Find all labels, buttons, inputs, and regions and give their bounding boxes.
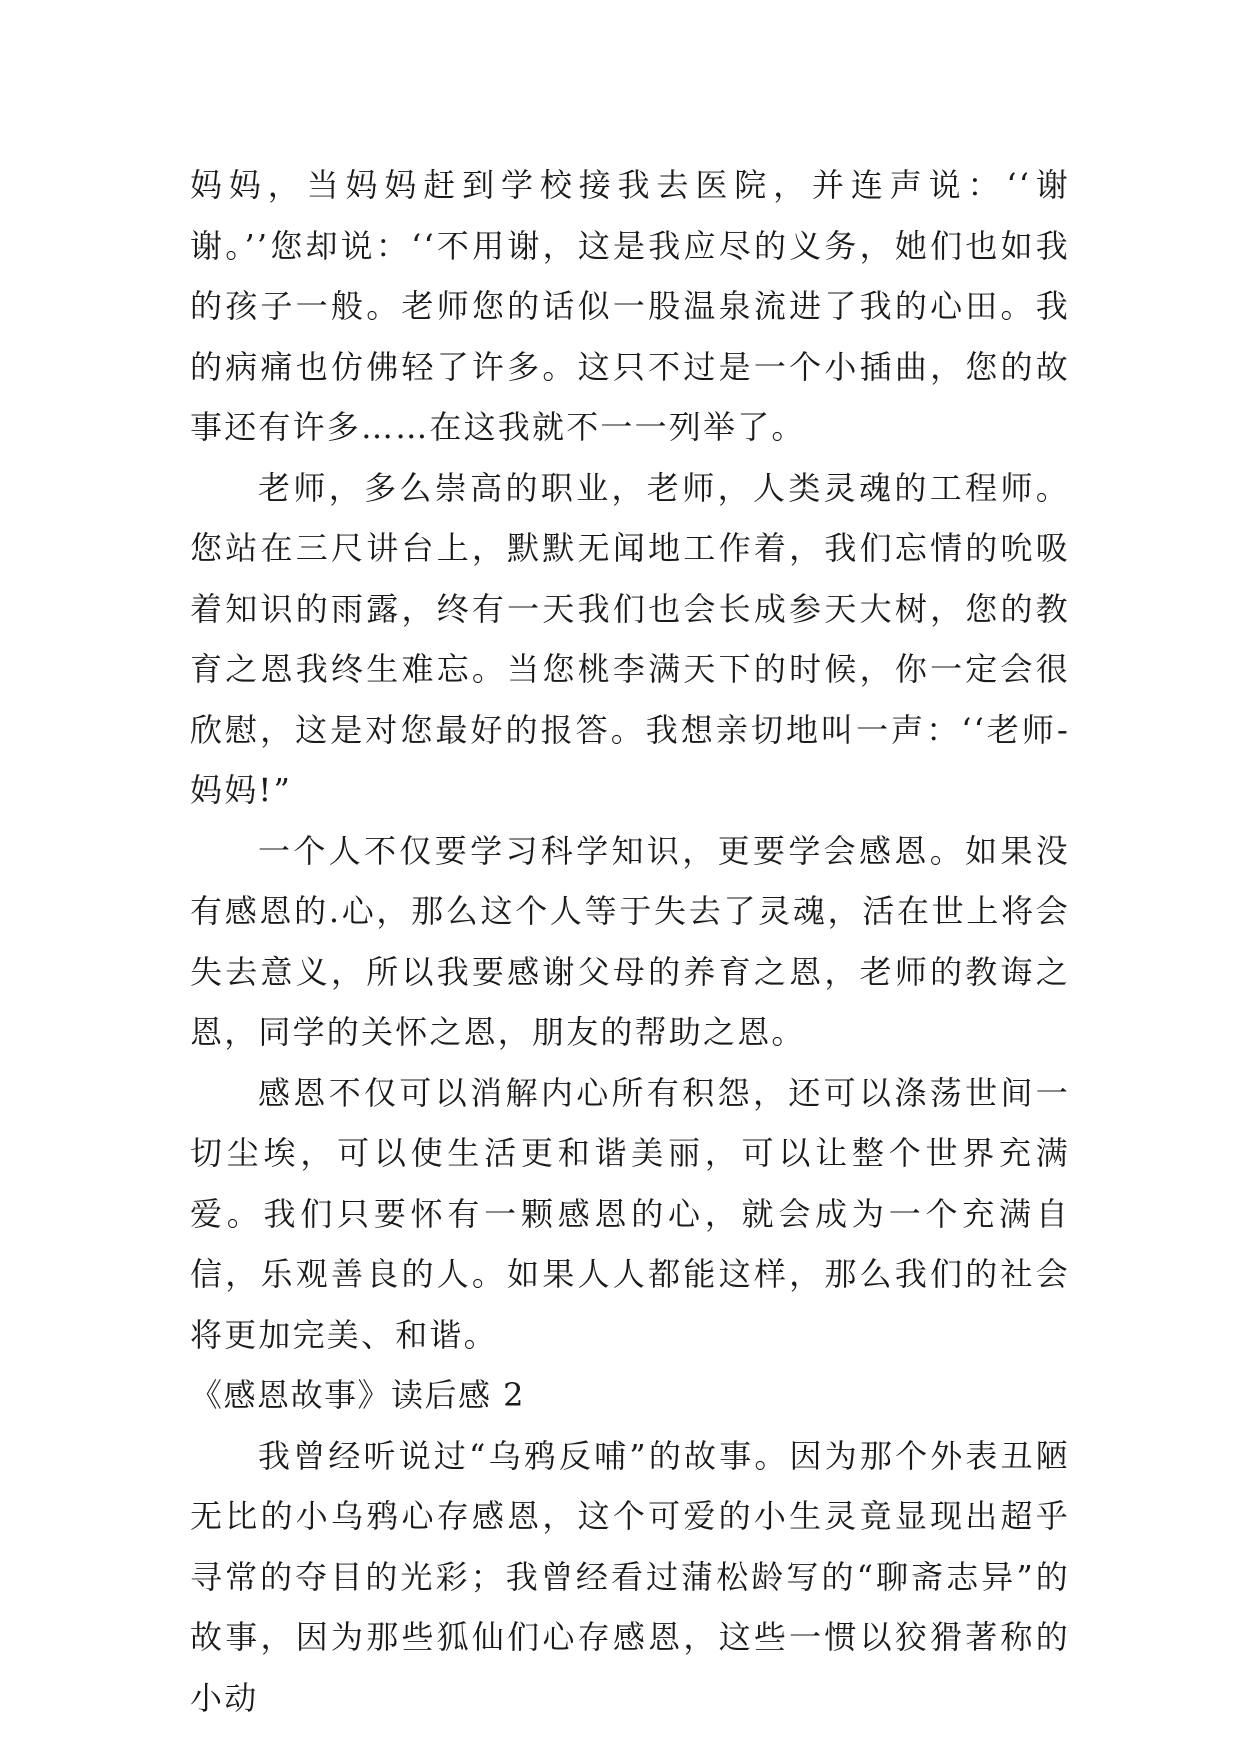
paragraph-2: 老师，多么崇高的职业，老师，人类灵魂的工程师。您站在三尺讲台上，默默无闻地工作着，我们忘情的吮吸着知识的雨露，终有一天我们也会长成参天大树，您的教育之恩我终生难忘。当您桃李满天下的时候，你一定会很欣慰，这是对您最好的报答。我想亲切地叫一声：‘‘老师-妈妈!”: [190, 468, 1070, 809]
paragraph-1: 妈妈，当妈妈赶到学校接我去医院，并连声说：‘‘谢谢。’’您却说：‘‘不用谢，这是我应尽的义务，她们也如我的孩子一般。老师您的话似一股温泉流进了我的心田。我的病痛也仿佛轻了许多。这只不过是一个小插曲，您的故事还有许多……在这我就不一一列举了。: [190, 166, 1070, 446]
paragraph-4: 感恩不仅可以消解内心所有积怨，还可以涤荡世间一切尘埃，可以使生活更和谐美丽，可以让整个世界充满爱。我们只要怀有一颗感恩的心，就会成为一个充满自信，乐观善良的人。如果人人都能这样，那么我们的社会将更加完美、和谐。: [190, 1073, 1070, 1354]
document-page: [190, 155, 1070, 1728]
paragraph-5: 我曾经听说过“乌鸦反哺”的故事。因为那个外表丑陋无比的小乌鸦心存感恩，这个可爱的小生灵竟显现出超乎寻常的夺目的光彩；我曾经看过蒲松龄写的“聊斋志异”的故事，因为那些狐仙们心存感恩，这些一惯以狡猾著称的小动: [190, 1436, 1070, 1717]
paragraph-3: 一个人不仅要学习科学知识，更要学会感恩。如果没有感恩的.心，那么这个人等于失去了灵魂，活在世上将会失去意义，所以我要感谢父母的养育之恩，老师的教诲之恩，同学的关怀之恩，朋友的帮助之恩。: [190, 831, 1070, 1051]
section-heading: 《感恩故事》读后感 2: [190, 1376, 526, 1414]
